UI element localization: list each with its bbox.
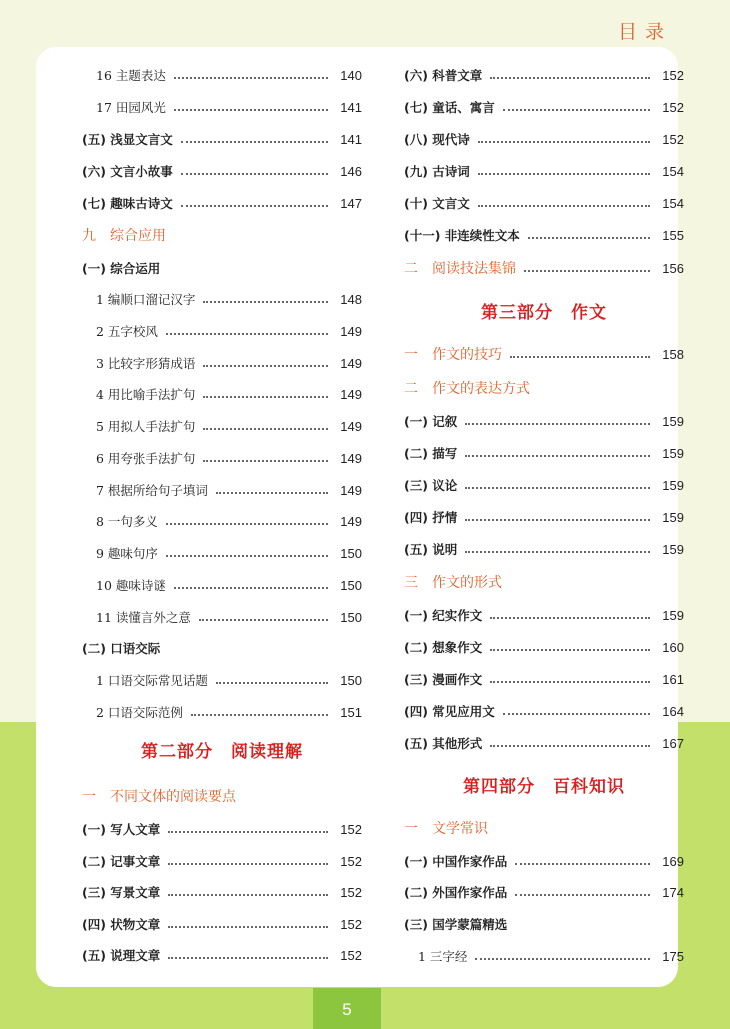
entry-label: (五) 浅显文言文 — [82, 132, 173, 147]
section-number: 二 — [404, 381, 418, 397]
entry-label: 4 用比喻手法扩句 — [96, 387, 196, 402]
entry-label: 9 趣味句序 — [96, 546, 158, 561]
toc-entry[interactable] — [82, 128, 362, 150]
page-ref: 159 — [662, 445, 684, 461]
page-ref: 154 — [662, 195, 684, 211]
dot-leader — [174, 109, 328, 111]
page-title: 目录 — [617, 21, 672, 43]
dot-leader — [181, 141, 328, 143]
toc-entry[interactable] — [404, 668, 684, 690]
dot-leader — [216, 682, 328, 684]
entry-label: (五) 说明 — [404, 542, 458, 557]
toc-entry[interactable] — [404, 192, 684, 214]
dot-leader — [478, 205, 650, 207]
section-title: 综合应用 — [110, 228, 166, 244]
page-ref: 169 — [662, 853, 684, 869]
entry-label: (四) 常见应用文 — [404, 704, 495, 719]
dot-leader — [203, 460, 328, 462]
entry-label: (一) 中国作家作品 — [404, 854, 508, 869]
page-ref: 160 — [662, 639, 684, 655]
page-ref: 141 — [340, 131, 362, 147]
page-ref: 146 — [340, 163, 362, 179]
entry-label: (一) 写人文章 — [82, 822, 161, 837]
dot-leader — [465, 455, 650, 457]
entry-label: (三) 国学蒙篇精选 — [404, 917, 508, 932]
page-ref: 175 — [662, 948, 684, 964]
section-number: 一 — [82, 789, 96, 805]
toc-entry[interactable] — [82, 288, 362, 310]
entry-label: (七) 趣味古诗文 — [82, 196, 173, 211]
toc-entry[interactable] — [82, 701, 362, 723]
page-ref: 156 — [662, 260, 684, 276]
toc-entry[interactable] — [82, 447, 362, 469]
toc-entry[interactable] — [404, 442, 684, 464]
page-number: 5 — [342, 1000, 352, 1019]
toc-entry[interactable] — [82, 352, 362, 374]
toc-entry[interactable] — [82, 96, 362, 118]
dot-leader — [490, 745, 650, 747]
toc-entry[interactable] — [82, 64, 362, 86]
entry-label: 3 比较字形猜成语 — [96, 356, 196, 371]
page-ref: 147 — [340, 195, 362, 211]
section-heading[interactable] — [404, 257, 684, 279]
dot-leader — [465, 487, 650, 489]
toc-entry[interactable] — [404, 474, 684, 496]
toc-entry[interactable] — [404, 128, 684, 150]
entry-label: 17 田园风光 — [96, 100, 166, 115]
dot-leader — [199, 619, 328, 621]
page-ref: 149 — [340, 513, 362, 529]
page-ref: 152 — [340, 821, 362, 837]
toc-entry[interactable] — [82, 415, 362, 437]
dot-leader — [166, 555, 328, 557]
dot-leader — [515, 863, 650, 865]
toc-entry[interactable] — [82, 574, 362, 596]
toc-entry[interactable] — [404, 700, 684, 722]
page-ref: 159 — [662, 509, 684, 525]
section-number: 九 — [82, 228, 96, 244]
page-ref: 149 — [340, 355, 362, 371]
section-title: 作文的表达方式 — [432, 381, 530, 397]
page-ref: 155 — [662, 227, 684, 243]
dot-leader — [503, 109, 650, 111]
entry-label: (一) 记叙 — [404, 414, 458, 429]
toc-entry[interactable] — [82, 913, 362, 935]
toc-entry[interactable] — [404, 64, 684, 86]
page-ref: 150 — [340, 672, 362, 688]
entry-label: (六) 文言小故事 — [82, 164, 173, 179]
toc-entry[interactable] — [82, 850, 362, 872]
page-ref: 149 — [340, 450, 362, 466]
page-ref: 152 — [340, 884, 362, 900]
dot-leader — [465, 519, 650, 521]
part-heading: 第三部分 作文 — [481, 303, 607, 323]
dot-leader — [168, 926, 328, 928]
dot-leader — [203, 301, 328, 303]
page-ref: 167 — [662, 735, 684, 751]
toc-entry[interactable] — [404, 410, 684, 432]
section-heading[interactable] — [404, 377, 684, 399]
dot-leader — [168, 894, 328, 896]
section-heading[interactable] — [82, 224, 362, 246]
toc-entry[interactable] — [82, 320, 362, 342]
entry-label: (九) 古诗词 — [404, 164, 470, 179]
dot-leader — [478, 141, 650, 143]
toc-entry[interactable] — [82, 818, 362, 840]
entry-label: (十一) 非连续性文本 — [404, 228, 520, 243]
entry-label: (八) 现代诗 — [404, 132, 470, 147]
toc-entry[interactable] — [82, 192, 362, 214]
section-title: 不同文体的阅读要点 — [110, 789, 236, 805]
section-number: 二 — [404, 261, 418, 277]
section-heading[interactable] — [404, 343, 684, 365]
entry-label: 5 用拟人手法扩句 — [96, 419, 196, 434]
dot-leader — [515, 894, 650, 896]
section-title: 作文的技巧 — [432, 347, 502, 363]
toc-subheading[interactable] — [404, 913, 684, 935]
entry-label: 7 根据所给句子填词 — [96, 483, 208, 498]
toc-entry[interactable] — [404, 732, 684, 754]
dot-leader — [203, 428, 328, 430]
dot-leader — [174, 587, 328, 589]
page-ref: 150 — [340, 609, 362, 625]
entry-label: (六) 科普文章 — [404, 68, 483, 83]
dot-leader — [490, 681, 650, 683]
toc-entry[interactable] — [82, 542, 362, 564]
entry-label: (五) 其他形式 — [404, 736, 483, 751]
page-ref: 152 — [340, 947, 362, 963]
dot-leader — [510, 356, 650, 358]
toc-entry[interactable] — [82, 881, 362, 903]
page-ref: 159 — [662, 607, 684, 623]
page-ref: 149 — [340, 323, 362, 339]
section-number: 一 — [404, 347, 418, 363]
toc-subheading[interactable] — [82, 637, 362, 659]
dot-leader — [465, 551, 650, 553]
dot-leader — [166, 523, 328, 525]
page-ref: 174 — [662, 884, 684, 900]
entry-label: (三) 议论 — [404, 478, 458, 493]
page-ref: 152 — [340, 853, 362, 869]
part-heading: 第二部分 阅读理解 — [141, 742, 303, 762]
page-ref: 140 — [340, 67, 362, 83]
section-number: 三 — [404, 575, 418, 591]
entry-label: (二) 外国作家作品 — [404, 885, 508, 900]
entry-label: 16 主题表达 — [96, 68, 166, 83]
dot-leader — [490, 617, 650, 619]
page-ref: 141 — [340, 99, 362, 115]
entry-label: (二) 想象作文 — [404, 640, 483, 655]
section-title: 作文的形式 — [432, 575, 502, 591]
page-ref: 152 — [340, 916, 362, 932]
dot-leader — [490, 77, 650, 79]
page-ref: 161 — [662, 671, 684, 687]
section-heading[interactable] — [404, 817, 684, 839]
dot-leader — [181, 173, 328, 175]
entry-label: (二) 描写 — [404, 446, 458, 461]
page-ref: 152 — [662, 99, 684, 115]
toc-entry[interactable] — [404, 850, 684, 872]
page-ref: 149 — [340, 418, 362, 434]
toc-entry[interactable] — [404, 160, 684, 182]
entry-label: 1 口语交际常见话题 — [96, 673, 208, 688]
toc-entry[interactable] — [82, 944, 362, 966]
page-ref: 148 — [340, 291, 362, 307]
page-ref: 152 — [662, 131, 684, 147]
dot-leader — [181, 205, 328, 207]
page-ref: 164 — [662, 703, 684, 719]
dot-leader — [503, 713, 650, 715]
page-ref: 154 — [662, 163, 684, 179]
page-ref: 149 — [340, 386, 362, 402]
dot-leader — [203, 396, 328, 398]
dot-leader — [168, 863, 328, 865]
entry-label: (一) 综合运用 — [82, 261, 161, 276]
page-ref: 159 — [662, 413, 684, 429]
entry-label: 11 读懂言外之意 — [96, 610, 191, 625]
entry-label: 6 用夸张手法扩句 — [96, 451, 196, 466]
entry-label: (二) 记事文章 — [82, 854, 161, 869]
page-ref: 152 — [662, 67, 684, 83]
page-ref: 151 — [340, 704, 362, 720]
dot-leader — [216, 492, 328, 494]
toc-card — [36, 47, 684, 987]
dot-leader — [203, 365, 328, 367]
section-heading[interactable] — [82, 785, 362, 807]
entry-label: 10 趣味诗谜 — [96, 578, 166, 593]
entry-label: 1 编顺口溜记汉字 — [96, 292, 196, 307]
page-ref: 159 — [662, 477, 684, 493]
section-title: 文学常识 — [432, 821, 488, 837]
toc-entry[interactable] — [404, 506, 684, 528]
toc-subheading[interactable] — [82, 257, 362, 279]
page-ref: 150 — [340, 545, 362, 561]
entry-label: (四) 抒情 — [404, 510, 458, 525]
entry-label: (十) 文言文 — [404, 196, 470, 211]
entry-label: (三) 写景文章 — [82, 885, 161, 900]
section-title: 阅读技法集锦 — [432, 261, 516, 277]
entry-label: 8 一句多义 — [96, 514, 158, 529]
dot-leader — [191, 714, 328, 716]
dot-leader — [168, 831, 328, 833]
toc-entry[interactable] — [404, 538, 684, 560]
toc-entry[interactable] — [404, 636, 684, 658]
dot-leader — [478, 173, 650, 175]
page-ref: 150 — [340, 577, 362, 593]
dot-leader — [490, 649, 650, 651]
toc-entry[interactable] — [404, 881, 684, 903]
entry-label: (四) 状物文章 — [82, 917, 161, 932]
toc-entry[interactable] — [82, 160, 362, 182]
section-number: 一 — [404, 821, 418, 837]
entry-label: 1 三字经 — [418, 949, 468, 964]
entry-label: (一) 纪实作文 — [404, 608, 483, 623]
dot-leader — [524, 270, 650, 272]
page-ref: 159 — [662, 541, 684, 557]
entry-label: (二) 口语交际 — [82, 641, 161, 656]
dot-leader — [528, 237, 650, 239]
entry-label: 2 五字校风 — [96, 324, 158, 339]
page-ref: 149 — [340, 482, 362, 498]
toc-entry[interactable] — [82, 669, 362, 691]
page-ref: 158 — [662, 346, 684, 362]
entry-label: 2 口语交际范例 — [96, 705, 183, 720]
dot-leader — [174, 77, 328, 79]
toc-entry[interactable] — [82, 479, 362, 501]
entry-label: (七) 童话、寓言 — [404, 100, 495, 115]
dot-leader — [465, 423, 650, 425]
toc-entry[interactable] — [82, 510, 362, 532]
toc-entry[interactable] — [404, 96, 684, 118]
entry-label: (五) 说理文章 — [82, 948, 161, 963]
toc-entry[interactable] — [404, 224, 684, 246]
entry-label: (三) 漫画作文 — [404, 672, 483, 687]
toc-entry[interactable] — [404, 604, 684, 626]
dot-leader — [166, 333, 328, 335]
part-heading: 第四部分 百科知识 — [463, 777, 625, 797]
dot-leader — [168, 957, 328, 959]
toc-entry[interactable] — [82, 383, 362, 405]
dot-leader — [475, 958, 650, 960]
section-heading[interactable] — [404, 571, 684, 593]
toc-entry[interactable] — [404, 945, 684, 967]
toc-entry[interactable] — [82, 606, 362, 628]
